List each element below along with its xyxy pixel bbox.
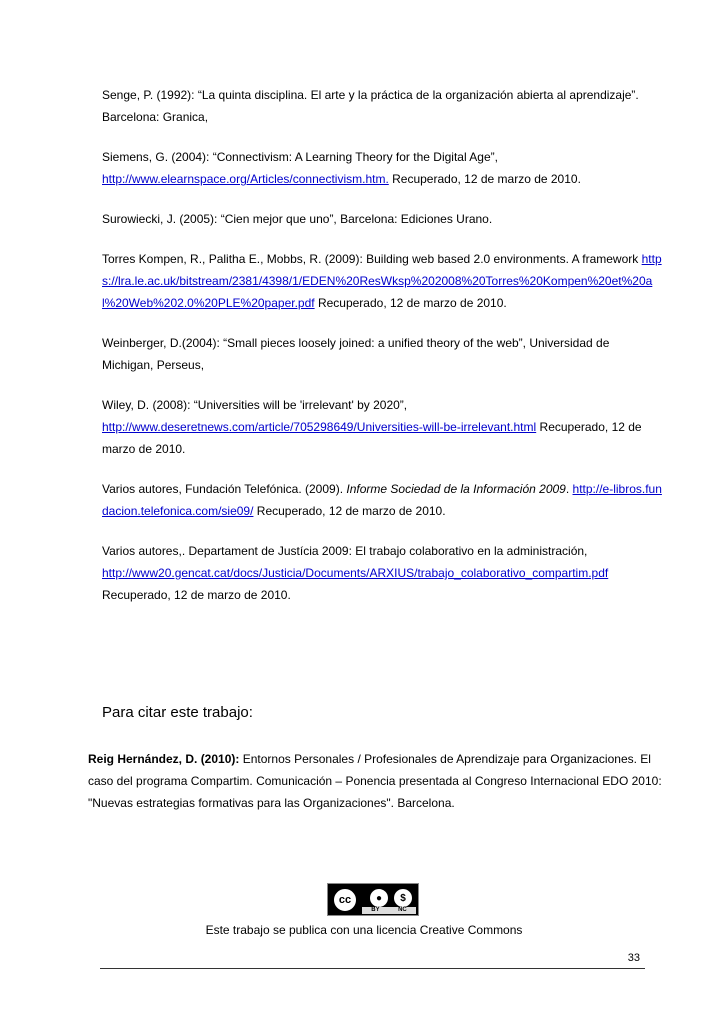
reference-text: Senge, P. (1992): “La quinta disciplina. El arte y la práctica de la organización abierta al aprendizaje”. Barcelona: Granica, — [102, 88, 639, 124]
cc-icon: cc — [332, 887, 358, 913]
reference-text: Varios autores, Fundación Telefónica. (2009). — [102, 482, 347, 496]
reference-link[interactable]: http://www.deseretnews.com/article/705298649/Universities-will-be-irrelevant.html — [102, 420, 537, 434]
reference-item — [102, 478, 662, 522]
reference-retrieved: Recuperado, 12 de marzo de 2010. — [253, 504, 446, 518]
creative-commons-badge — [327, 883, 419, 916]
badge-label-strip — [362, 907, 416, 914]
reference-text: Siemens, G. (2004): “Connectivism: A Learning Theory for the Digital Age”, — [102, 150, 498, 164]
reference-retrieved: Recuperado, 12 de marzo de 2010. — [102, 588, 291, 602]
footer-divider — [100, 968, 645, 969]
reference-item — [102, 84, 662, 128]
reference-text: Wiley, D. (2008): “Universities will be 'irrelevant' by 2020”, — [102, 398, 408, 412]
reference-item — [102, 540, 662, 606]
reference-text: Torres Kompen, R., Palitha E., Mobbs, R. (2009): Building web based 2.0 environments. A framework — [102, 252, 639, 266]
noncommercial-icon: $ — [392, 887, 414, 909]
reference-link[interactable]: http://www.elearnspace.org/Articles/connectivism.htm. — [102, 172, 389, 186]
citation-author: Reig Hernández, D. (2010): — [88, 752, 240, 766]
reference-item — [102, 208, 662, 230]
badge-nc-label: NC — [398, 907, 407, 913]
reference-text: Weinberger, D.(2004): “Small pieces loosely joined: a unified theory of the web”, Universidad de Michigan, Perseus, — [102, 336, 610, 372]
reference-text: Surowiecki, J. (2005): “Cien mejor que uno”, Barcelona: Ediciones Urano. — [102, 212, 493, 226]
reference-text: Varios autores,. Departament de Justícia 2009: El trabajo colaborativo en la administración, — [102, 544, 588, 558]
attribution-person-icon: ● — [368, 887, 390, 909]
reference-separator: . — [565, 482, 573, 496]
reference-link[interactable]: https://lra.le.ac.uk/bitstream/2381/4398/1/EDEN%20ResWksp%202008%20Torres%20Kompen%20et%20al%20Web%202.0%20PLE%20paper.pdf — [102, 252, 662, 310]
page-number: 33 — [627, 952, 640, 964]
reference-retrieved: Recuperado, 12 de marzo de 2010. — [314, 296, 507, 310]
citation-text: Entornos Personales / Profesionales de Aprendizaje para Organizaciones. El caso del programa Compartim. Comunicación – Ponencia presentada al Congreso Internacional EDO 2010: "Nuevas estrategias formativas para las Organizaciones". Barcelona. — [88, 752, 662, 810]
citation-paragraph — [88, 748, 668, 814]
cite-heading: Para citar este trabajo: — [102, 704, 253, 721]
reference-title-italic: Informe Sociedad de la Información 2009 — [346, 482, 566, 496]
reference-item — [102, 394, 662, 460]
badge-by-label: BY — [371, 907, 380, 913]
reference-link[interactable]: http://e-libros.fundacion.telefonica.com/sie09/ — [102, 482, 662, 518]
reference-retrieved: Recuperado, 12 de marzo de 2010. — [102, 420, 642, 456]
reference-retrieved: Recuperado, 12 de marzo de 2010. — [388, 172, 581, 186]
reference-item — [102, 332, 662, 376]
reference-item — [102, 146, 662, 190]
license-text: Este trabajo se publica con una licencia Creative Commons — [205, 923, 523, 937]
references-list — [102, 84, 662, 624]
reference-item — [102, 248, 662, 314]
reference-link[interactable]: http://www20.gencat.cat/docs/Justicia/Documents/ARXIUS/trabajo_colaborativo_compartim.pdf — [102, 566, 609, 580]
